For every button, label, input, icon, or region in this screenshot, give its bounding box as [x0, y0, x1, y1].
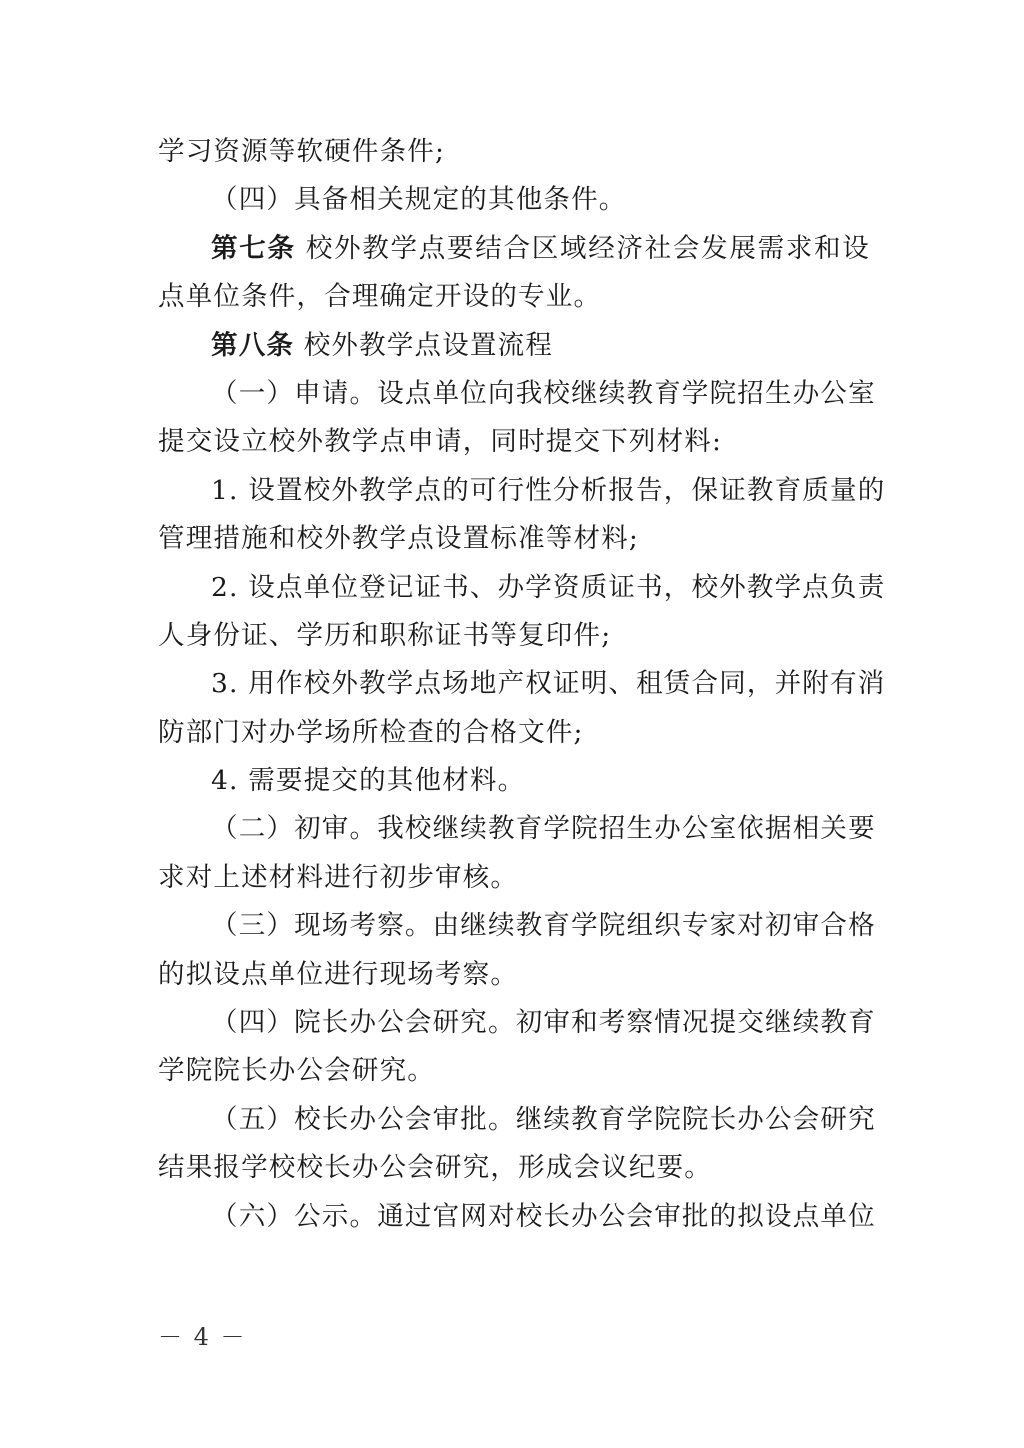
material-item-1-line-1: 1. 设置校外教学点的可行性分析报告，保证教育质量的 — [211, 474, 886, 506]
article-eight-line-1: 第八条 校外教学点设置流程 — [211, 329, 554, 361]
material-item-2-line-1: 2. 设点单位登记证书、办学资质证书，校外教学点负责 — [211, 571, 886, 603]
article-seven-line-1: 第七条 校外教学点要结合区域经济社会发展需求和设 — [211, 232, 870, 264]
president-meeting-line-2: 结果报学校校长办公会研究，形成会议纪要。 — [158, 1152, 712, 1184]
document-body — [158, 128, 886, 1241]
page-number: － 4 － — [158, 1323, 247, 1351]
dean-meeting-line-1: （四）院长办公会研究。初审和考察情况提交继续教育 — [211, 1007, 876, 1039]
article-seven-label: 第七条 — [211, 232, 296, 264]
publicity-line-1: （六）公示。通过官网对校长办公会审批的拟设点单位 — [211, 1200, 876, 1232]
article-seven-line-2: 点单位条件，合理确定开设的专业。 — [158, 281, 602, 313]
material-item-4: 4. 需要提交的其他材料。 — [211, 765, 526, 797]
article-eight-label: 第八条 — [211, 329, 295, 361]
text-line-1: 学习资源等软硬件条件; — [158, 136, 446, 167]
material-item-2-line-2: 人身份证、学历和职称证书等复印件; — [158, 619, 612, 651]
dean-meeting-line-2: 学院院长办公会研究。 — [158, 1055, 435, 1087]
application-line-2: 提交设立校外教学点申请，同时提交下列材料: — [158, 426, 723, 458]
material-item-3-line-2: 防部门对办学场所检查的合格文件; — [158, 716, 584, 748]
initial-review-line-1: （二）初审。我校继续教育学院招生办公室依据相关要 — [211, 813, 876, 845]
initial-review-line-2: 求对上述材料进行初步审核。 — [158, 861, 519, 893]
site-inspection-line-2: 的拟设点单位进行现场考察。 — [158, 958, 519, 990]
site-inspection-line-1: （三）现场考察。由继续教育学院组织专家对初审合格 — [211, 910, 876, 942]
text-line-2: （四）具备相关规定的其他条件。 — [211, 184, 627, 216]
material-item-3-line-1: 3. 用作校外教学点场地产权证明、租赁合同，并附有消 — [211, 668, 886, 700]
material-item-1-line-2: 管理措施和校外教学点设置标准等材料; — [158, 523, 640, 555]
application-line-1: （一）申请。设点单位向我校继续教育学院招生办公室 — [211, 377, 876, 409]
president-meeting-line-1: （五）校长办公会审批。继续教育学院院长办公会研究 — [211, 1103, 876, 1135]
